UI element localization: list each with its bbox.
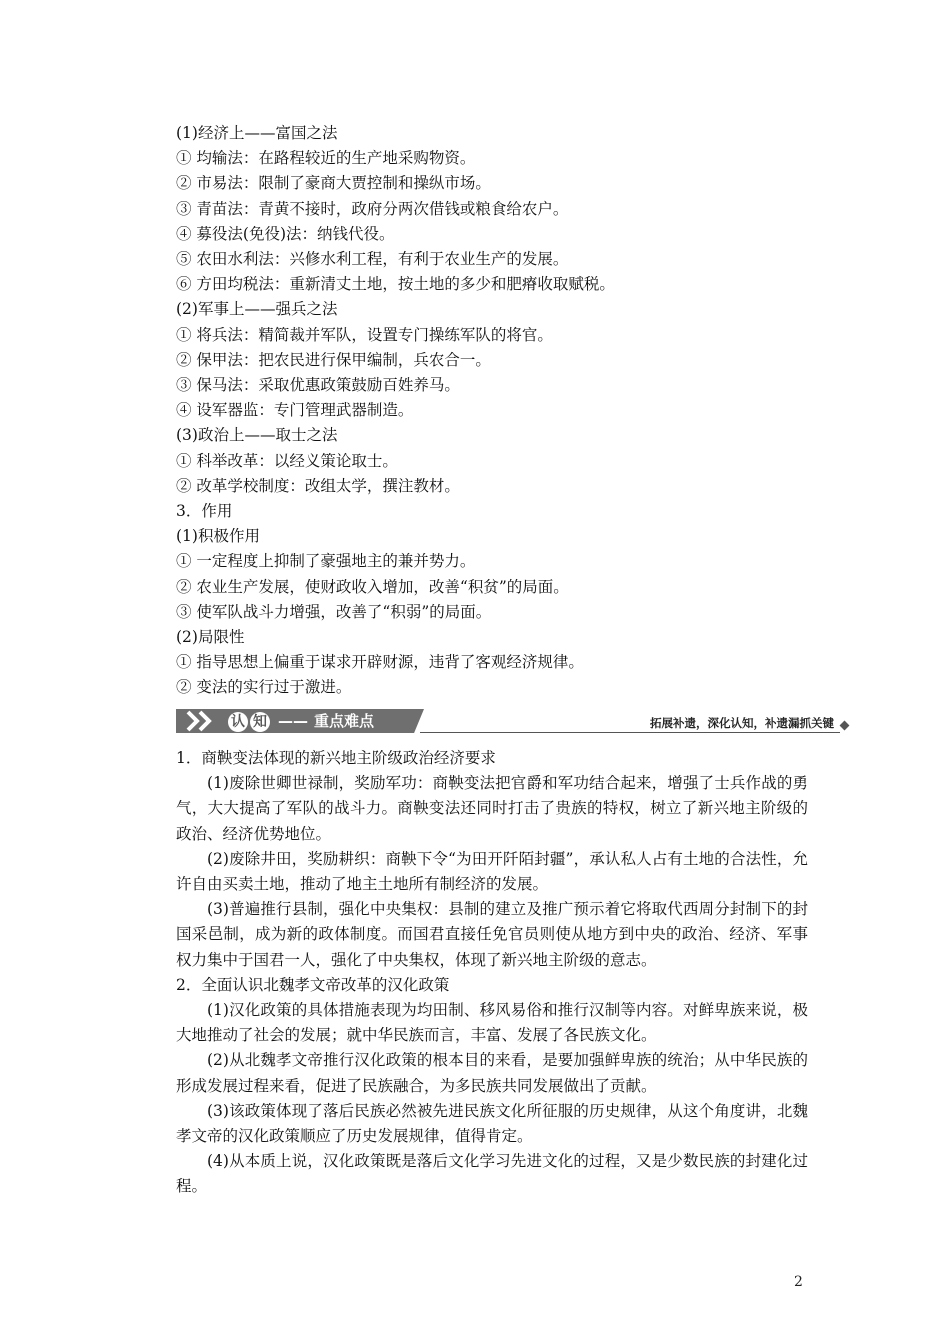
text-line: ② 农业生产发展，使财政收入增加，改善“积贫”的局面。	[176, 577, 569, 596]
text-line: ③ 青苗法：青黄不接时，政府分两次借钱或粮食给农户。	[176, 199, 569, 218]
banner-char-1: 认	[228, 712, 248, 732]
section-heading: 1．商鞅变法体现的新兴地主阶级政治经济要求	[176, 749, 496, 767]
key-points-body	[176, 746, 808, 1200]
text-line: ② 保甲法：把农民进行保甲编制，兵农合一。	[176, 350, 491, 369]
text-line: ⑥ 方田均税法：重新清丈土地，按土地的多少和肥瘠收取赋税。	[176, 275, 615, 294]
text-line: ⑤ 农田水利法：兴修水利工程，有利于农业生产的发展。	[176, 250, 569, 269]
text-line: ① 将兵法：精简裁并军队，设置专门操练军队的将官。	[176, 325, 553, 344]
paragraph: (1)废除世卿世禄制，奖励军功：商鞅变法把官爵和军功结合起来，增强了士兵作战的勇气，大大提高了军队的战斗力。商鞅变法还同时打击了贵族的特权，树立了新兴地主阶级的政治、经济优势地位。	[176, 774, 808, 843]
text-line: (1)经济上——富国之法	[176, 124, 338, 142]
text-line: (2)军事上——强兵之法	[176, 300, 338, 319]
banner-rule	[420, 732, 840, 733]
text-line: ③ 使军队战斗力增强，改善了“积弱”的局面。	[176, 602, 492, 621]
text-line: ④ 设军器监：专门管理武器制造。	[176, 401, 414, 420]
section-heading: 2．全面认识北魏孝文帝改革的汉化政策	[176, 975, 450, 994]
page-number: 2	[794, 1274, 803, 1290]
paragraph: (1)汉化政策的具体措施表现为均田制、移风易俗和推行汉制等内容。对鲜卑族来说，极大地推动了社会的发展；就中华民族而言，丰富、发展了各民族文化。	[176, 1001, 808, 1045]
banner-char-2: 知	[250, 712, 270, 732]
text-line: (3)政治上——取士之法	[176, 426, 338, 445]
banner-tagline: 拓展补遗，深化认知，补遗漏抓关键	[650, 716, 834, 730]
text-line: ② 改革学校制度：改组太学，撰注教材。	[176, 476, 460, 495]
text-line: ② 市易法：限制了豪商大贾控制和操纵市场。	[176, 174, 491, 193]
paragraph: (2)废除井田，奖励耕织：商鞅下令“为田开阡陌封疆”，承认私人占有土地的合法性，允许自由买卖土地，推动了地主土地所有制经济的发展。	[176, 849, 808, 894]
text-line: ② 变法的实行过于激进。	[176, 678, 352, 697]
paragraph: (3)该政策体现了落后民族必然被先进民族文化所征服的历史规律，从这个角度讲，北魏孝文帝的汉化政策顺应了历史发展规律，值得肯定。	[176, 1101, 808, 1146]
reform-content-list	[176, 121, 816, 701]
text-line: ① 科举改革：以经义策论取士。	[176, 451, 398, 470]
text-line: 3．作用	[176, 502, 233, 521]
text-line: ① 指导思想上偏重于谋求开辟财源，违背了客观经济规律。	[176, 653, 584, 672]
section-banner	[176, 706, 848, 736]
banner-title	[228, 711, 374, 731]
diamond-icon	[840, 721, 850, 731]
text-line: (2)局限性	[176, 628, 245, 647]
banner-subtitle: 重点难点	[314, 712, 375, 730]
paragraph: (4)从本质上说，汉化政策既是落后文化学习先进文化的过程，又是少数民族的封建化过程。	[176, 1152, 808, 1196]
text-line: ③ 保马法：采取优惠政策鼓励百姓养马。	[176, 376, 460, 395]
text-line: ① 一定程度上抑制了豪强地主的兼并势力。	[176, 552, 476, 571]
chevron-right-icon	[184, 709, 224, 733]
text-line: ④ 募役法(免役)法：纳钱代役。	[176, 224, 395, 243]
text-line: (1)积极作用	[176, 527, 260, 546]
banner-dash: ——	[278, 712, 308, 730]
text-line: ① 均输法：在路程较近的生产地采购物资。	[176, 149, 476, 168]
paragraph: (3)普遍推行县制，强化中央集权：县制的建立及推广预示着它将取代西周分封制下的封国采邑制，成为新的政体制度。而国君直接任免官员则使从地方到中央的政治、经济、军事权力集中于国君一人，强化了中央集权，体现了新兴地主阶级的意志。	[176, 900, 808, 969]
paragraph: (2)从北魏孝文帝推行汉化政策的根本目的来看，是要加强鲜卑族的统治；从中华民族的形成发展过程来看，促进了民族融合，为多民族共同发展做出了贡献。	[176, 1051, 808, 1095]
